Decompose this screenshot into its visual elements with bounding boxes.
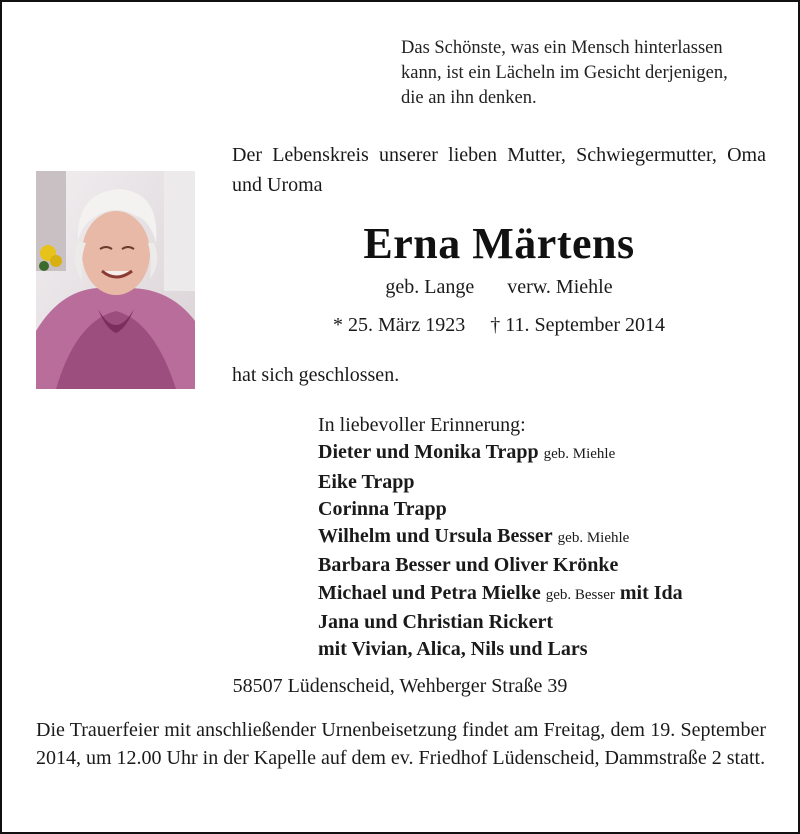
mourner-line: Wilhelm und Ursula Besser geb. Miehle [318, 525, 630, 548]
portrait-illustration [36, 171, 195, 389]
mourners-heading: In liebevoller Erinnerung: [318, 414, 526, 436]
quote-line: Das Schönste, was ein Mensch hinterlassen [401, 38, 723, 58]
mourner-line: Corinna Trapp [318, 497, 447, 520]
portrait-photo [36, 171, 195, 389]
birth-date: * 25. März 1923 [333, 314, 466, 336]
mourners-list [318, 412, 788, 664]
memorial-quote [401, 36, 771, 111]
family-address: 58507 Lüdenscheid, Wehberger Straße 39 [232, 675, 568, 697]
deceased-name: Erna Märtens [363, 219, 635, 268]
mourner-line: mit Vivian, Alica, Nils und Lars [318, 638, 588, 661]
widowed-name: verw. Miehle [507, 276, 613, 298]
life-dates [232, 314, 766, 337]
ceremony-details: Die Trauerfeier mit anschließender Urnenbeisetzung findet am Freitag, dem 19. September 2014, um 12.00 Uhr in der Kapelle auf dem ev. Friedhof Lüdenscheid, Dammstraße 2 statt. [36, 719, 766, 769]
mourner-line: Barbara Besser und Oliver Krönke [318, 554, 619, 577]
quote-line: die an ihn denken. [401, 88, 537, 108]
quote-line: kann, ist ein Lächeln im Gesicht derjenigen, [401, 63, 728, 83]
intro-text: Der Lebenskreis unserer lieben Mutter, Schwiegermutter, Oma und Uroma [232, 144, 766, 196]
mourner-line: Dieter und Monika Trapp geb. Miehle [318, 441, 616, 464]
maiden-name: geb. Lange [385, 276, 475, 298]
name-details [232, 276, 766, 299]
mourner-line: Michael und Petra Mielke geb. Besser mit Ida [318, 581, 683, 604]
mourner-line: Jana und Christian Rickert [318, 611, 554, 634]
mourner-line: Eike Trapp [318, 470, 415, 493]
death-date: † 11. September 2014 [490, 314, 665, 336]
closing-phrase: hat sich geschlossen. [232, 364, 400, 386]
